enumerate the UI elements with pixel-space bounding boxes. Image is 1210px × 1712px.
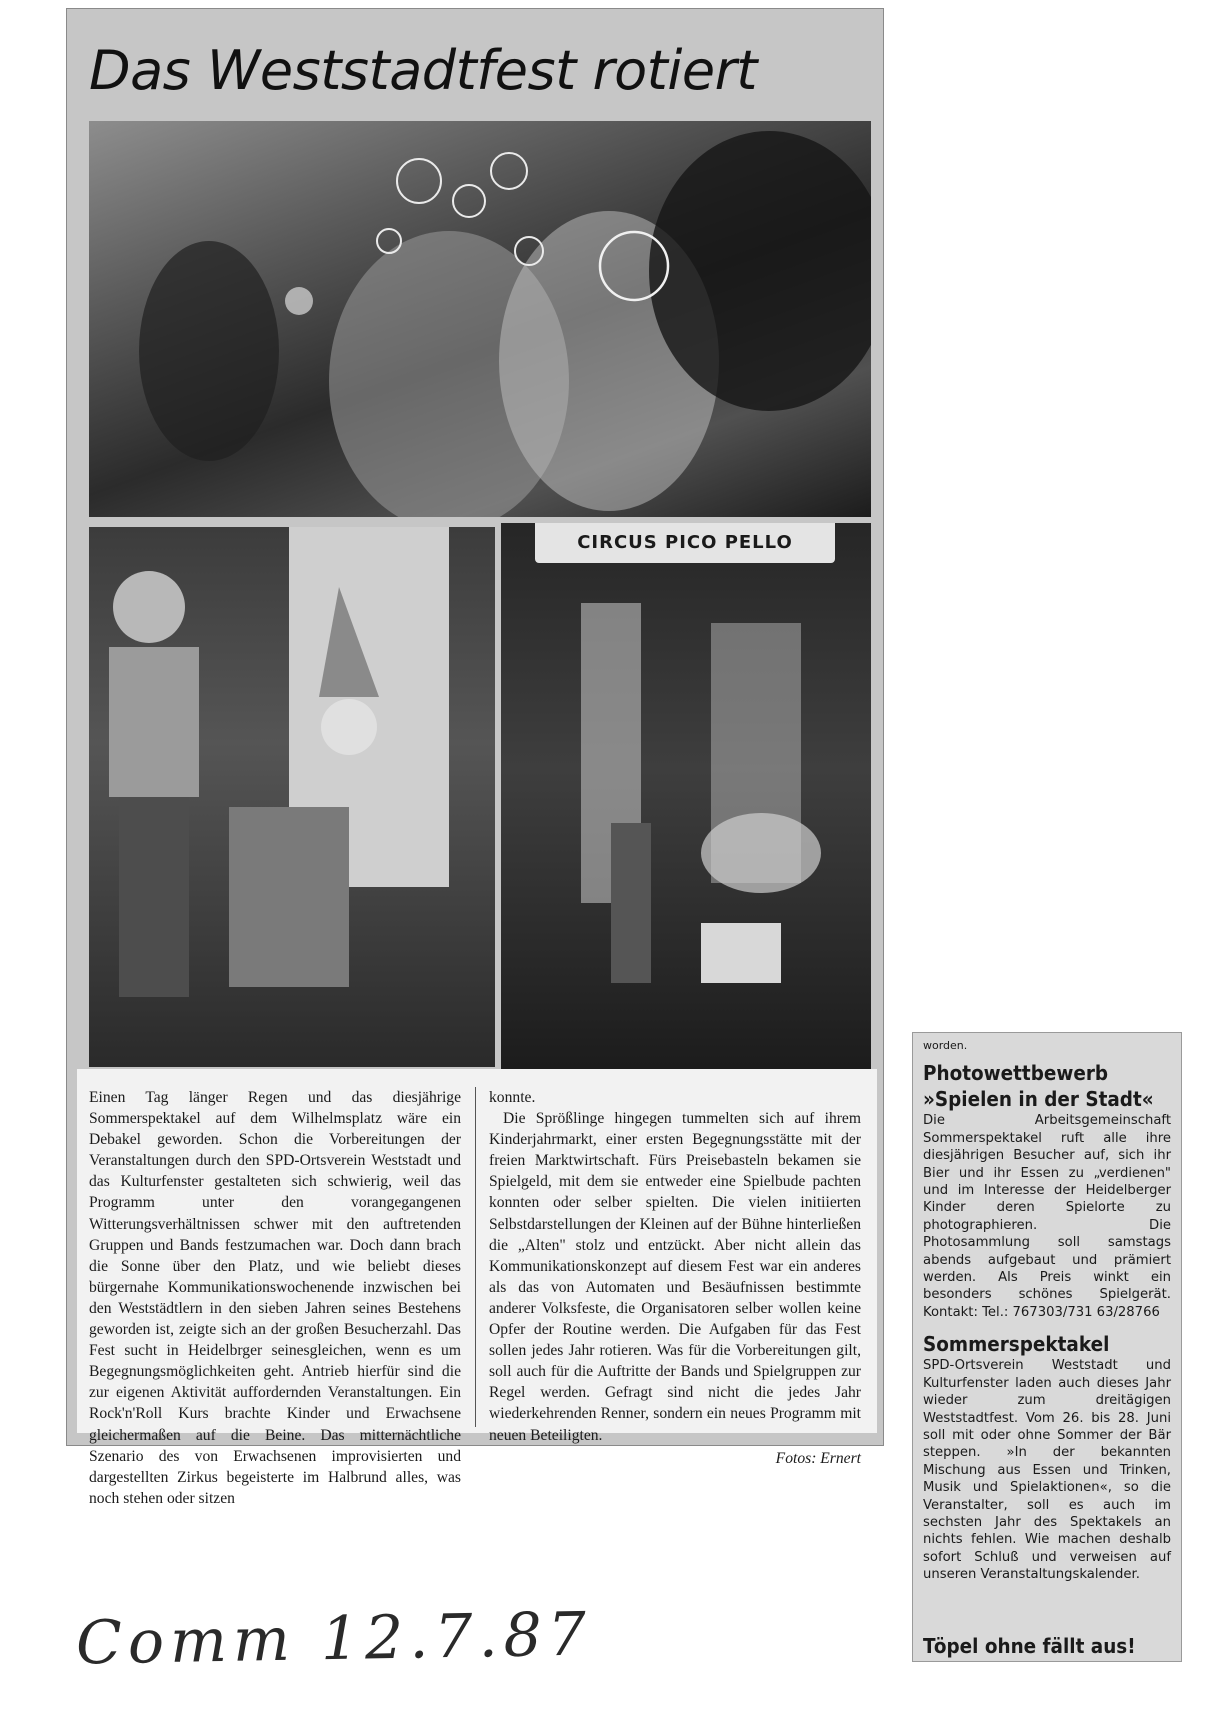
photo-circus [501,523,871,1069]
section-body-photowettbewerb: Die Arbeitsgemeinschaft Sommerspektakel ruft alle ihre diesjährigen Besucher auf, sich ihr Bier und ihr Essen zu „verdienen" und im Interesse der Heidelberger Kinder deren Spielorte zu photographieren. Die Photosammlung soll samstags abends aufgebaut und prämiert werden. Als Preis winkt ein besonders schönes Spielgerät. Kontakt: Tel.: 767303/731 63/28766 [923,1113,1171,1320]
section-title-sommerspektakel: Sommerspektakel [923,1332,1110,1357]
photo-child-stage [89,527,495,1067]
article-body [89,1087,873,1507]
article-column-left [89,1087,461,1509]
section-subtitle-spielen: »Spielen in der Stadt« [923,1087,1154,1112]
sidebar-footer: Töpel ohne fällt aus! [923,1633,1136,1658]
photo-bubbles [89,121,871,517]
circus-sign: CIRCUS PICO PELLO [535,523,835,563]
sidebar-content [923,1037,1171,1594]
column-divider [475,1087,476,1427]
photo-credit: Fotos: Ernert [775,1449,861,1467]
article-paragraph: konnte. [489,1089,536,1106]
article-paragraph: Die Sprößlinge hingegen tummelten sich auf ihrem Kinderjahrmarkt, einer ersten Begegnungsstätte mit der freien Marktwirtschaft. Fürs Preisebasteln bekamen sie Spielgeld, mit dem sie entweder eine Spielbude pachten konnten oder selber spielten. Die vielen initiierten Selbstdarstellungen der Kleinen auf der Bühne hinterließen die „Alten" stolz und entzückt. Aber nicht allein das Kommunikationskonzept auf diesem Fest war ein anderes als das von Automaten und Besäufnissen bestimmte anderer Volksfeste, die Organisatoren selber wollen keine Opfer der Routine werden. Die Aufgaben für das Fest sollen jedes Jahr rotieren. Was für die Vorbereitungen gilt, soll auch für die Auftritte der Bands und Spielgruppen zur Regel werden. Gefragt sind nicht die jedes Jahr wiederkehrenden Renner, sondern ein neues Programm mit neuen Beteiligten. [489,1110,861,1444]
handwritten-date-note: Comm 12.7.87 [75,1599,593,1679]
sidebar-fragment: worden. [923,1039,968,1052]
article-column-right [489,1087,861,1469]
photo-circus-illustration [501,523,871,1069]
headline: Das Weststadtfest rotiert [89,39,757,102]
sidebar-clipping [912,1032,1182,1662]
newspaper-clipping [66,8,884,1507]
section-title-photowettbewerb: Photowettbewerb [923,1061,1109,1086]
photo-bubbles-illustration [89,121,871,517]
article-paragraph: Einen Tag länger Regen und das diesjährige Sommerspektakel auf dem Wilhelmsplatz wäre ein Debakel geworden. Schon die Vorbereitungen der Veranstaltungen durch den SPD-Ortsverein Weststadt und das Kulturfenster gestalteten sich schwierig, weil das Programm unter den vorangegangenen Witterungsverhältnissen schwer mit den auftretenden Gruppen und Bands festzumachen war. Doch dann brach die Sonne über den Platz, und wie beliebt dieses bürgernahe Kommunikationswochenende inzwischen bei den Weststädtlern in den sieben Jahren seines Bestehens geworden ist, zeigte sich an der großen Besucherzahl. Das Fest sucht in Heidelbrger seinesgleichen, wenn es um Begegnungsmöglichkeiten geht. Antrieb hierfür sind die zur eigenen Aktivität auffordernden Veranstaltungen. Ein Rock'n'Roll Kurs brachte Kinder und Erwachsene gleichermaßen auf die Beine. Das mitternächtliche Szenario des von Erwachsenen improvisierten und dargestellten Zirkus begeisterte im Halbrund alles, was noch stehen oder sitzen [89,1089,461,1507]
section-body-sommerspektakel: SPD-Ortsverein Weststadt und Kulturfenster laden auch dieses Jahr wieder zum dreitägigen Weststadtfest. Vom 26. bis 28. Juni soll mit oder ohne Sommer der Bär steppen. »In der bekannten Mischung aus Essen und Trinken, Musik und Spielaktionen«, so die Veranstalter, soll es auch im sechsten Jahr des Spektakels an nichts fehlen. Wie machen deshalb sofort Schluß und verweisen auf unseren Veranstaltungskalender. [923,1358,1171,1583]
photo-child-illustration [89,527,495,1067]
